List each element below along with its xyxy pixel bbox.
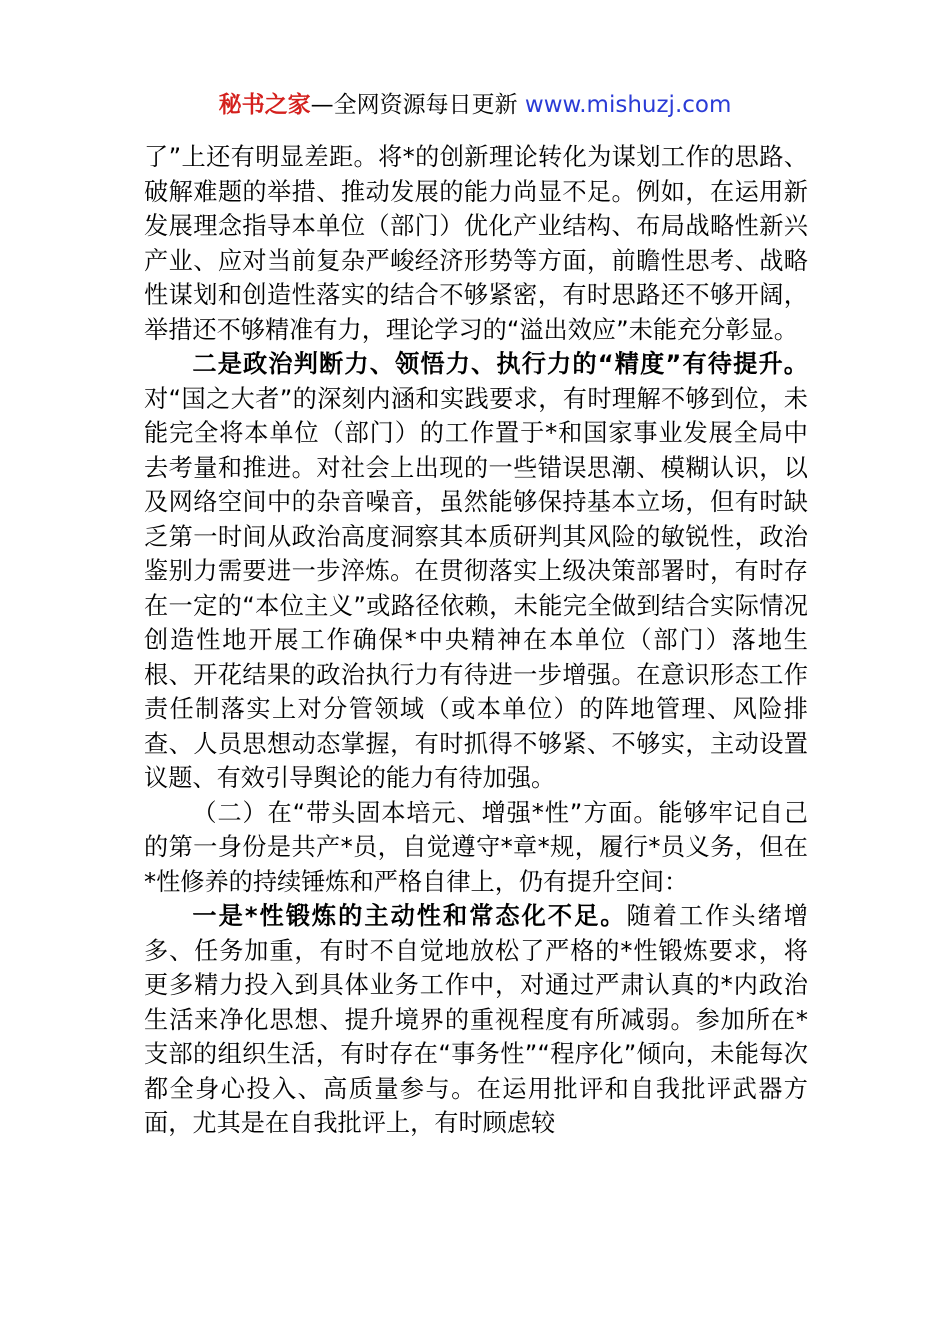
paragraph-2-heading: 二是政治判断力、领悟力、执行力的“精度”有待提升。 — [192, 350, 808, 378]
site-header — [0, 88, 950, 122]
site-url-link[interactable]: www.mishuzj.com — [524, 92, 732, 118]
paragraph-4 — [144, 899, 808, 1141]
paragraph-2-body: 对“国之大者”的深刻内涵和实践要求，有时理解不够到位，未能完全将本单位（部门）的工作置于*和国家事业发展全局中去考量和推进。对社会上出现的一些错误思潮、模糊认识，以及网络空间中的杂音噪音，虽然能够保持基本立场，但有时缺乏第一时间从政治高度洞察其本质研判其风险的敏锐性，政治鉴别力需要进一步淬炼。在贯彻落实上级决策部署时，有时存在一定的“本位主义”或路径依赖，未能完全做到结合实际情况创造性地开展工作确保*中央精神在本单位（部门）落地生根、开花结果的政治执行力有待进一步增强。在意识形态工作责任制落实上对分管领域（或本单位）的阵地管理、风险排查、人员思想动态掌握，有时抓得不够紧、不够实，主动设置议题、有效引导舆论的能力有待加强。 — [144, 384, 808, 792]
paragraph-4-heading: 一是*性锻炼的主动性和常态化不足。 — [192, 902, 627, 930]
paragraph-4-body: 随着工作头绪增多、任务加重，有时不自觉地放松了严格的*性锻炼要求，将更多精力投入到具体业务工作中，对通过严肃认真的*内政治生活来净化思想、提升境界的重视程度有所减弱。参加所在*支部的组织生活，有时存在“事务性”“程序化”倾向，未能每次都全身心投入、高质量参与。在运用批评和自我批评武器方面，尤其是在自我批评上，有时顾虑较 — [144, 902, 808, 1137]
paragraph-2 — [144, 347, 808, 796]
brand-name: 秘书之家 — [218, 92, 311, 118]
paragraph-1: 了”上还有明显差距。将*的创新理论转化为谋划工作的思路、破解难题的举措、推动发展的能力尚显不足。例如，在运用新发展理念指导本单位（部门）优化产业结构、布局战略性新兴产业、应对当前复杂严峻经济形势等方面，前瞻性思考、战略性谋划和创造性落实的结合不够紧密，有时思路还不够开阔，举措还不够精准有力，理论学习的“溢出效应”未能充分彰显。 — [144, 143, 808, 344]
header-tagline: —全网资源每日更新 — [310, 92, 525, 118]
document-body — [144, 140, 808, 1141]
paragraph-3: （二）在“带头固本培元、增强*性”方面。能够牢记自己的第一身份是共产*员，自觉遵守*章*规，履行*员义务，但在*性修养的持续锤炼和严格自律上，仍有提升空间： — [144, 798, 808, 896]
